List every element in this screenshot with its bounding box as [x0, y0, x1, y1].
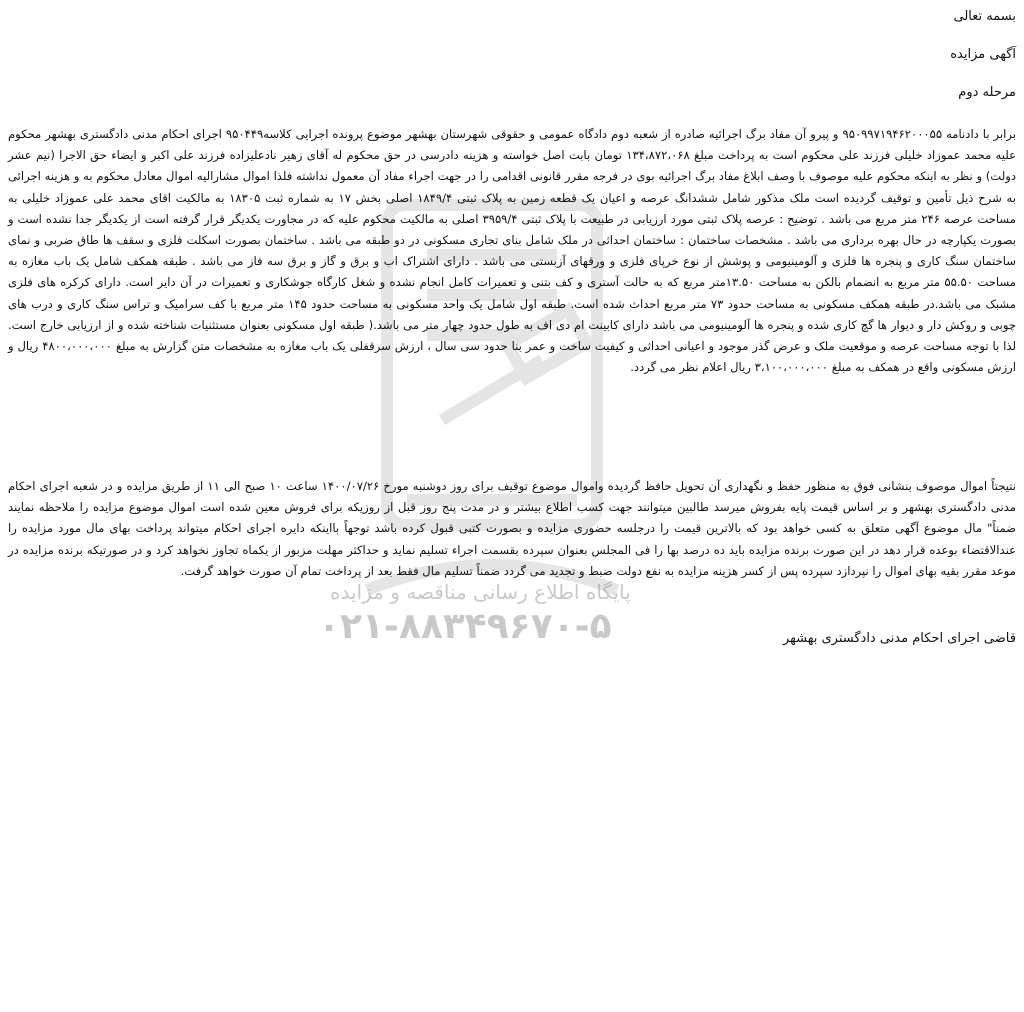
- auction-terms-paragraph: نتیجتاً اموال موصوف بنشانی فوق به منظور حفظ و نگهداری آن تحویل حافظ گردیده واموال موضوع توقیف برای روز دوشنبه مورخ ۱۴۰۰/۰۷/۲۶ ساعت ۱۰ صبح الی ۱۱ از طریق مزایده و در شعبه اجرای احکام مدنی دادگستری بهشهر و بر اساس قیمت پایه بفروش میرسد طالبین میتوانند جهت کسب اطلاع بیشتر و در مدت پنج روز قبل از روزیکه برای فروش معین شده است اموال موضوع مزایده را ملاحظه نمایند ضمناً" مال موضوع آگهی متعلق به کسی خواهد بود که بالاترین قیمت را درجلسه حضوری مزایده و بصورت کتبی قبول کرده باشد توجهاً بااینکه دایره اجرای احکام میتواند پرداخت بهای مال مورد مزایده را عندالاقتضاء بوعده قرار دهد در این صورت برنده مزایده باید ده درصد بها را فی المجلس بعنوان سپرده بقسمت اجراء تسلیم نماید و حداکثر مهلت مزبور از یکماه تجاوز نخواهد کرد و در صورتیکه برنده مزایده در موعد مقرر بقیه بهای اموال را نپردازد سپرده پس از کسر هزینه مزایده به نفع دولت ضبط و تجدید می گردد ضمناً تسلیم مال فقط بعد از پرداخت تمام آن صورت خواهد گرفت.: [8, 479, 1016, 578]
- stage-label: مرحله دوم: [958, 85, 1016, 100]
- notice-body-paragraph: برابر با دادنامه ۹۵۰۹۹۷۱۹۴۶۲۰۰۰۵۵ و پیرو آن مفاد برگ اجرائیه صادره از شعبه دوم دادگاه عمومی و حقوقی شهرستان بهشهر موضوع پرونده اجرایی کلاسه۹۵۰۴۴۹ اجرای احکام مدنی دادگستری بهشهر محکوم علیه محمد عموزاد خلیلی فرزند علی محکوم است به پرداخت مبلغ ۱۳۴،۸۷۲،۰۶۸ تومان بابت اصل خواسته و هزینه دادرسی در حق محکوم له آقای زهیر نادعلیزاده فرزند علی اکبر و ایضاء حق الاجرا (نیم عشر دولت) و نظر به اینکه محکوم علیه موصوف با وصف ابلاغ مفاد برگ اجرائیه بوی در فرجه مقرر قانونی اقدامی را در جهت اجراء مفاد آن معمول نداشته فلذا اموال مشاراليه اموال معادل محکوم به و هزینه اجرائی به شرح ذیل تأمین و توقیف گردیده است ملک مذکور شامل ششدانگ عرصه و اعیان یک قطعه زمین به پلاک ثبتی ۱۸۴۹/۴ اصلی بخش ۱۷ به شماره ثبت ۱۸۳۰۵ به مالکیت اقای محمد علی عموزاد خلیلی به مساحت عرصه ۲۴۶ متر مربع می باشد . توضیح : عرصه پلاک ثبتی مورد ارزیابی در طبیعت با پلاک ثبتی ۳۹۵۹/۴ اصلی به مالکیت محکوم علیه که در مجاورت یکدیگر قرار گرفته است از یکدیگر جدا نشده است و بصورت یکپارچه در حال بهره برداری می باشد . مشخصات ساختمان : ساختمان احداثی در ملک شامل بنای تجاری مسکونی در دو طبقه می باشد . ساختمان بصورت اسکلت فلزی و سقف ها طاق ضربی و نمای ساختمان سنگ کاری و پنجره ها فلزی و آلومینیومی و پوشش از نوع خرپای فلزی و ورقهای آزبستی می باشد . دارای اشتراک اب و برق و گاز و برق سه فاز می باشد . طبقه همکف شامل یک باب مغازه به مساحت ۵۵.۵۰ متر مربع به انضمام بالکن به مساحت ۱۳.۵۰متر مربع که به حالت آستری و کف بتنی و تعمیرات کامل انجام نشده و شغل کارگاه جوشکاری و تعمیرات در آن دایر است. دارای کرکره های فلزی مشبک می باشد.در طبقه همکف مسکونی به مساحت حدود ۷۳ متر مربع احداث شده است. طبقه اول شامل یک واحد مسکونی به مساحت حدود ۱۴۵ متر مربع با کف سرامیک و تراس سنگ کاری و درب های چوبی و روکش دار و دیوار ها گچ کاری شده و پنجره ها آلومینیومی می باشد دارای کابینت ام دی اف به طول حدود چهار متر می باشد.( طبقه اول مسکونی بعنوان مستثنیات شناخته شده و از ارزیابی خارج است. لذا با توجه مساحت عرصه و موقعیت ملک و عرض گذر موجود و اعیانی احداثی و کیفیت ساخت و عمر بنا حدود سی سال ، ارزش سرقفلی یک باب مغازه به مشخصات متن گزارش به مبلغ ۴۸۰۰،۰۰۰،۰۰۰ ریال و ارزش مسکونی واقع در همکف به مبلغ ۳،۱۰۰،۰۰۰،۰۰۰ ریال اعلام نظر می گردد.: [8, 127, 1016, 375]
- watermark-site-name: پایگاه اطلاع رسانی مناقصه و مزایده: [330, 580, 631, 604]
- invocation-heading: بسمه تعالی: [953, 9, 1016, 24]
- watermark-phone-number: ۰۲۱-۸۸۳۴۹۶۷۰-۵: [318, 606, 612, 647]
- judge-signature: قاضی اجرای احکام مدنی دادگستری بهشهر: [782, 631, 1016, 646]
- notice-title: آگهی مزایده: [950, 47, 1016, 62]
